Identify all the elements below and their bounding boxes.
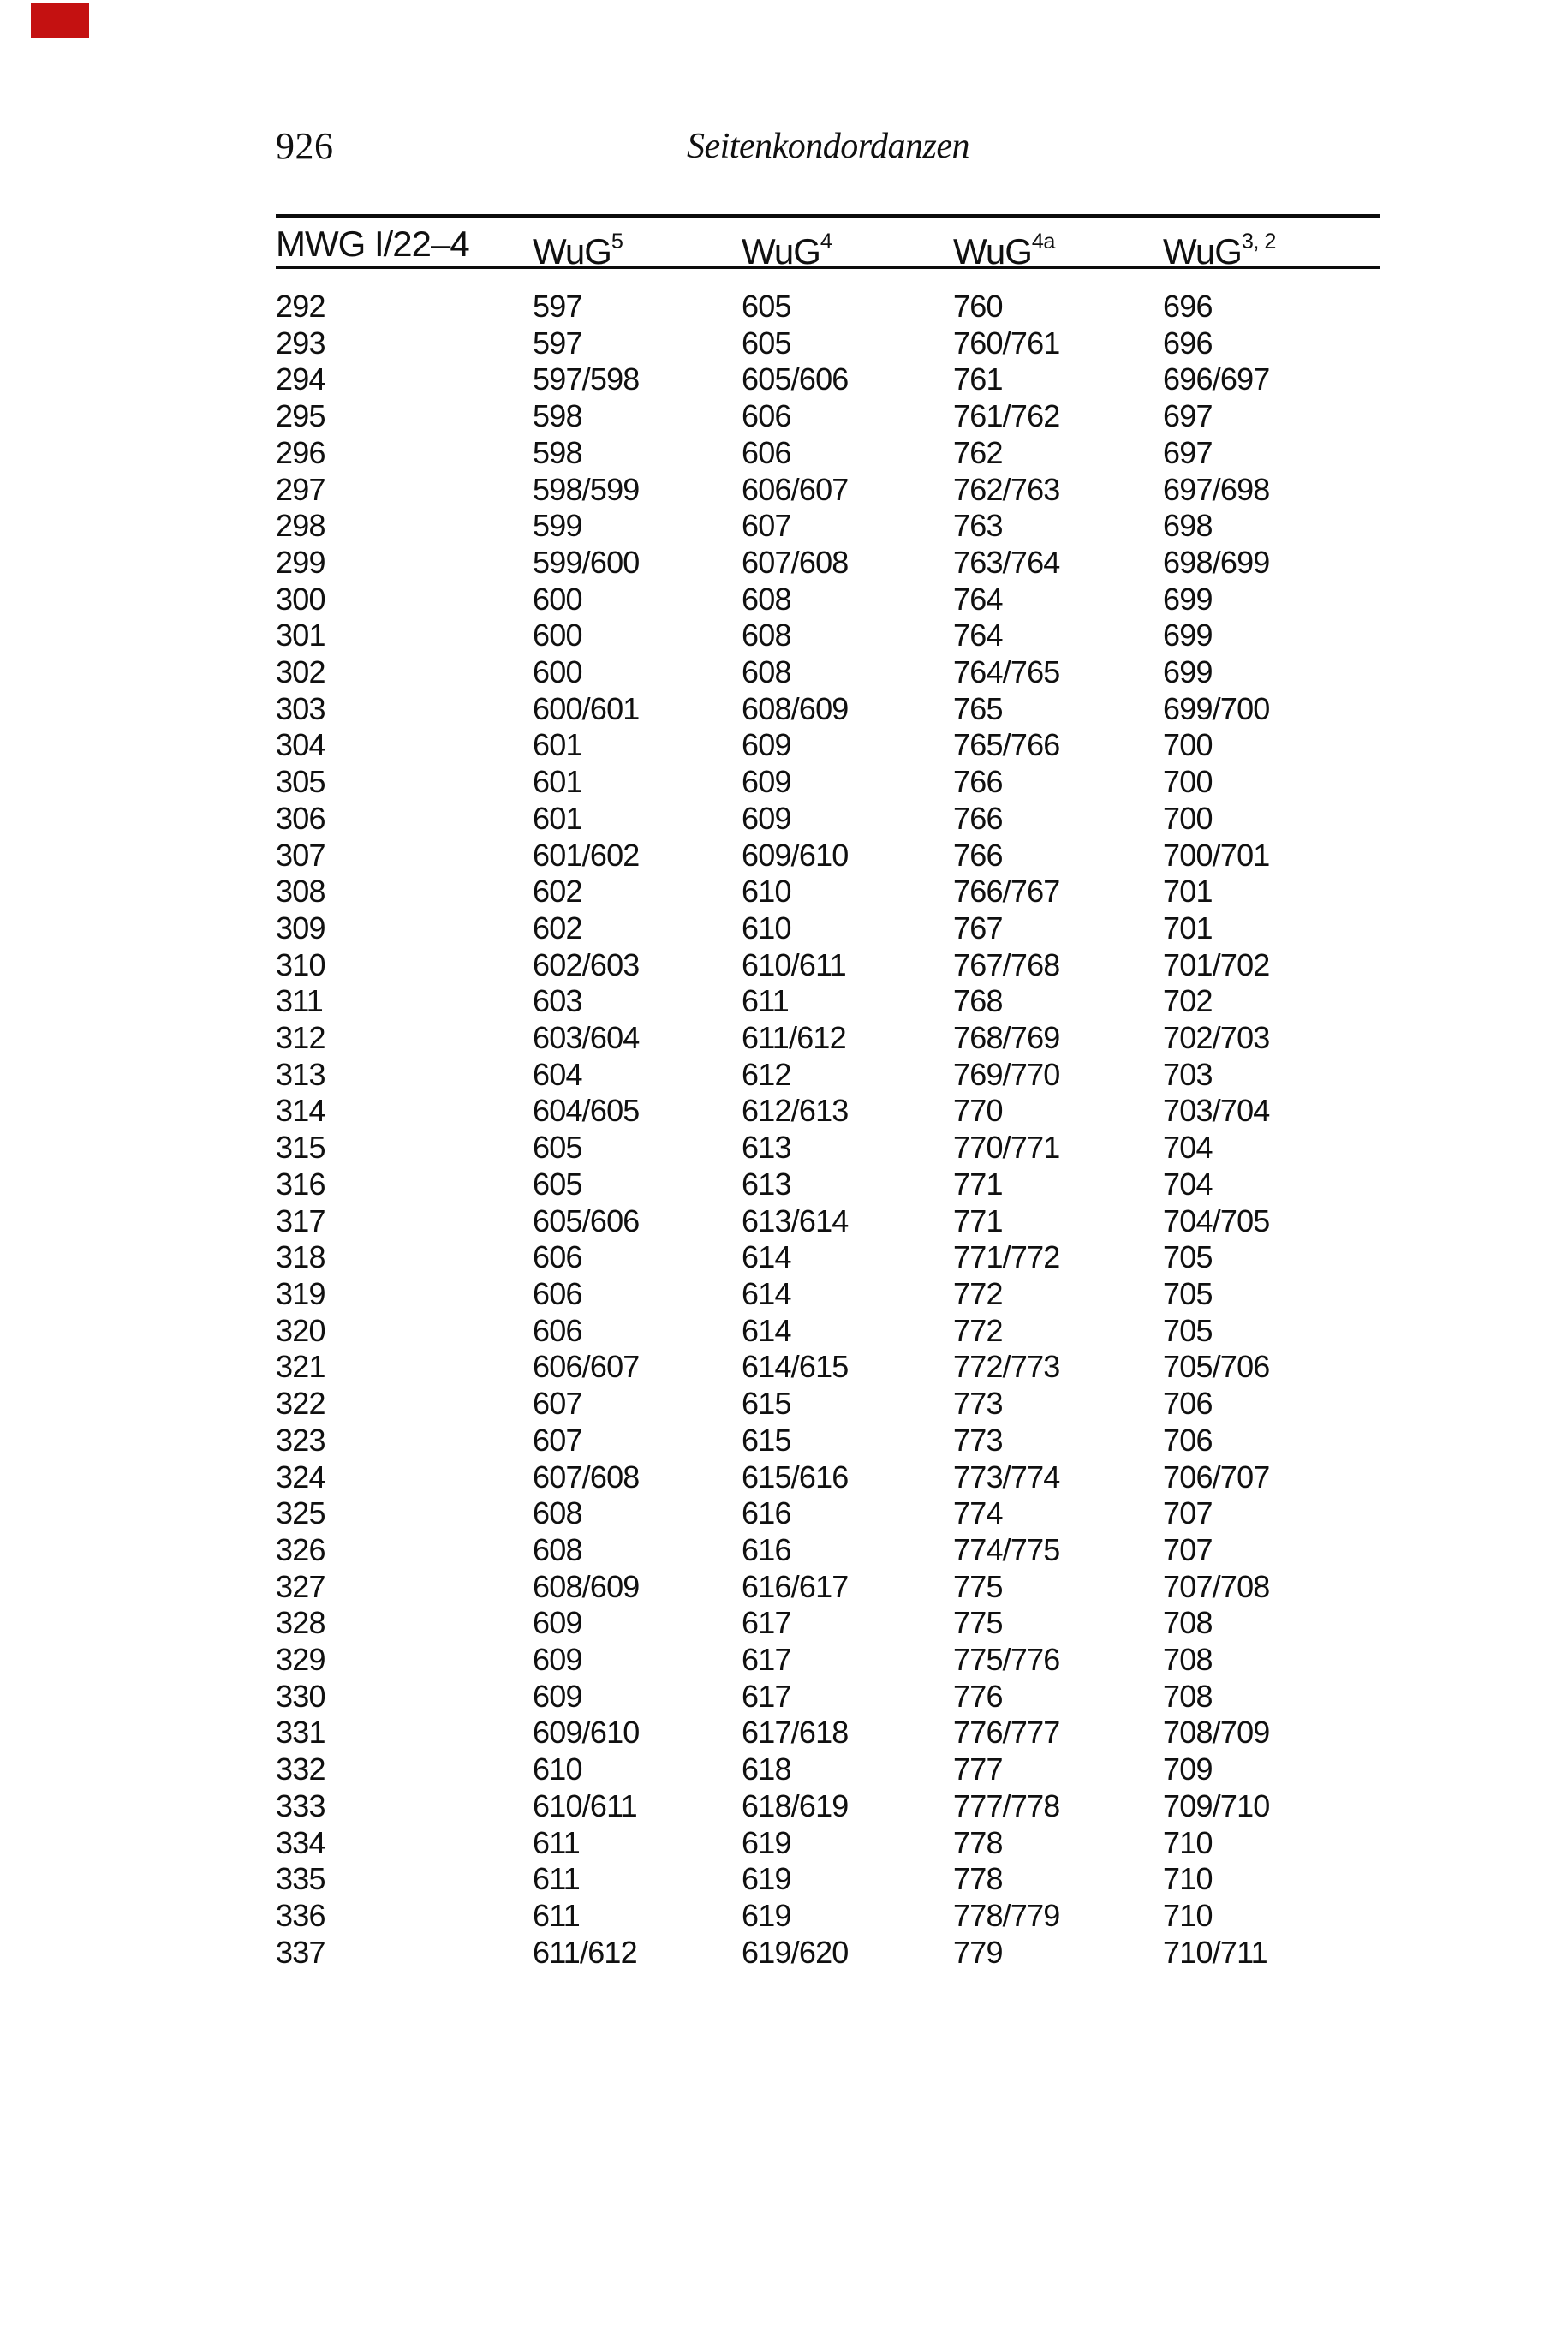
- table-cell: 703/704: [1163, 1093, 1270, 1129]
- table-cell: 597: [533, 325, 582, 361]
- table-cell: 324: [276, 1459, 325, 1495]
- table-cell: 614: [742, 1275, 791, 1311]
- table-cell: 292: [276, 289, 325, 324]
- table-cell: 700: [1163, 800, 1213, 836]
- table-cell: 607/608: [742, 544, 849, 580]
- table-cell: 608: [533, 1531, 582, 1567]
- table-cell: 777: [953, 1751, 1003, 1787]
- table-cell: 605: [533, 1130, 582, 1166]
- table-cell: 773: [953, 1386, 1003, 1422]
- table-cell: 776/777: [953, 1715, 1060, 1751]
- table-cell: 619/620: [742, 1934, 849, 1970]
- table-cell: 708/709: [1163, 1715, 1270, 1751]
- column-header-text: WuG: [742, 231, 820, 271]
- table-header-row: [276, 224, 1380, 271]
- table-row: [276, 1020, 1380, 1057]
- table-row: [276, 764, 1380, 801]
- table-cell: 762: [953, 434, 1003, 470]
- table-cell: 618/619: [742, 1787, 849, 1823]
- table-cell: 296: [276, 434, 325, 470]
- table-row: [276, 1166, 1380, 1203]
- table-cell: 331: [276, 1715, 325, 1751]
- table-cell: 710: [1163, 1861, 1213, 1897]
- table-cell: 294: [276, 361, 325, 397]
- table-cell: 608/609: [533, 1568, 640, 1604]
- table-cell: 612/613: [742, 1093, 849, 1129]
- table-cell: 611: [742, 983, 789, 1019]
- table-row: [276, 727, 1380, 764]
- table-cell: 606: [742, 398, 791, 434]
- table-cell: 760: [953, 289, 1003, 324]
- table-cell: 605: [533, 1166, 582, 1202]
- table-row: [276, 983, 1380, 1020]
- table-cell: 327: [276, 1568, 325, 1604]
- table-cell: 613: [742, 1166, 791, 1202]
- table-cell: 774: [953, 1495, 1003, 1531]
- table-cell: 617/618: [742, 1715, 849, 1751]
- table-row: [276, 1715, 1380, 1751]
- table-cell: 764/765: [953, 654, 1060, 690]
- table-cell: 612: [742, 1056, 791, 1092]
- table-row: [276, 472, 1380, 509]
- table-cell: 619: [742, 1897, 791, 1933]
- table-cell: 769/770: [953, 1056, 1060, 1092]
- table-cell: 609: [742, 800, 791, 836]
- table-cell: 309: [276, 910, 325, 946]
- table-cell: 778/779: [953, 1897, 1060, 1933]
- table-cell: 319: [276, 1275, 325, 1311]
- table-cell: 310: [276, 946, 325, 982]
- table-cell: 708: [1163, 1642, 1213, 1678]
- table-row: [276, 1898, 1380, 1935]
- table-cell: 316: [276, 1166, 325, 1202]
- column-header-superscript: 4a: [1031, 229, 1055, 254]
- table-cell: 770: [953, 1093, 1003, 1129]
- table-cell: 773: [953, 1422, 1003, 1458]
- table-cell: 709: [1163, 1751, 1213, 1787]
- table-cell: 609: [533, 1678, 582, 1714]
- table-cell: 599: [533, 508, 582, 544]
- table-cell: 777/778: [953, 1787, 1060, 1823]
- running-title: Seitenkondordanzen: [686, 127, 970, 166]
- table-row: [276, 1276, 1380, 1313]
- table-cell: 699: [1163, 581, 1213, 617]
- table-cell: 616/617: [742, 1568, 849, 1604]
- table-cell: 609/610: [742, 837, 849, 873]
- table-cell: 326: [276, 1531, 325, 1567]
- table-cell: 318: [276, 1239, 325, 1275]
- table-cell: 708: [1163, 1678, 1213, 1714]
- table-cell: 607/608: [533, 1459, 640, 1495]
- table-cell: 602/603: [533, 946, 640, 982]
- table-row: [276, 1057, 1380, 1094]
- table-cell: 334: [276, 1824, 325, 1860]
- table-cell: 705: [1163, 1275, 1213, 1311]
- table-cell: 600/601: [533, 690, 640, 726]
- table-row: [276, 1532, 1380, 1569]
- table-cell: 298: [276, 508, 325, 544]
- column-header-superscript: 4: [820, 229, 832, 254]
- table-cell: 606: [533, 1312, 582, 1348]
- table-row: [276, 1495, 1380, 1532]
- table-cell: 599/600: [533, 544, 640, 580]
- table-cell: 697: [1163, 434, 1213, 470]
- table-cell: 707: [1163, 1495, 1213, 1531]
- table-cell: 611/612: [533, 1934, 637, 1970]
- table-cell: 770/771: [953, 1130, 1060, 1166]
- table-row: [276, 1239, 1380, 1276]
- table-cell: 335: [276, 1861, 325, 1897]
- table-cell: 600: [533, 581, 582, 617]
- table-cell: 704/705: [1163, 1202, 1270, 1238]
- table-row: [276, 582, 1380, 618]
- column-header-5: [1163, 225, 1380, 271]
- table-cell: 320: [276, 1312, 325, 1348]
- table-cell: 771/772: [953, 1239, 1060, 1275]
- table-cell: 297: [276, 471, 325, 507]
- table-cell: 600: [533, 618, 582, 653]
- table-cell: 304: [276, 727, 325, 763]
- table-cell: 707: [1163, 1531, 1213, 1567]
- table-cell: 610: [742, 910, 791, 946]
- table-cell: 778: [953, 1824, 1003, 1860]
- table-row: [276, 361, 1380, 398]
- table-cell: 619: [742, 1824, 791, 1860]
- table-cell: 605/606: [533, 1202, 640, 1238]
- table-cell: 771: [953, 1202, 1003, 1238]
- table-row: [276, 838, 1380, 874]
- column-header-superscript: 5: [611, 229, 623, 254]
- table-row: [276, 289, 1380, 325]
- table-cell: 619: [742, 1861, 791, 1897]
- table-row: [276, 1093, 1380, 1130]
- table-cell: 314: [276, 1093, 325, 1129]
- table-cell: 615/616: [742, 1459, 849, 1495]
- table-cell: 613/614: [742, 1202, 849, 1238]
- table-cell: 606: [742, 434, 791, 470]
- table-cell: 767: [953, 910, 1003, 946]
- table-cell: 604: [533, 1056, 582, 1092]
- table-row: [276, 1423, 1380, 1459]
- table-cell: 302: [276, 654, 325, 690]
- table-cell: 765: [953, 690, 1003, 726]
- table-cell: 614/615: [742, 1349, 849, 1385]
- table-cell: 696: [1163, 325, 1213, 361]
- table-cell: 699: [1163, 654, 1213, 690]
- table-cell: 705/706: [1163, 1349, 1270, 1385]
- table-cell: 299: [276, 544, 325, 580]
- table-cell: 605: [742, 289, 791, 324]
- table-cell: 613: [742, 1130, 791, 1166]
- column-header-text: WuG: [1163, 231, 1242, 271]
- table-cell: 766/767: [953, 874, 1060, 910]
- table-cell: 773/774: [953, 1459, 1060, 1495]
- table-cell: 598/599: [533, 471, 640, 507]
- table-cell: 772: [953, 1275, 1003, 1311]
- table-row: [276, 545, 1380, 582]
- table-row: [276, 1642, 1380, 1679]
- table-cell: 779: [953, 1934, 1003, 1970]
- table-cell: 605: [742, 325, 791, 361]
- table-cell: 307: [276, 837, 325, 873]
- table-cell: 608: [533, 1495, 582, 1531]
- table-cell: 321: [276, 1349, 325, 1385]
- table-cell: 610/611: [742, 946, 846, 982]
- table-cell: 601: [533, 764, 582, 800]
- table-cell: 606/607: [742, 471, 849, 507]
- table-cell: 768: [953, 983, 1003, 1019]
- table-cell: 701: [1163, 910, 1213, 946]
- table-cell: 606: [533, 1239, 582, 1275]
- table-row: [276, 435, 1380, 472]
- table-cell: 609/610: [533, 1715, 640, 1751]
- table-cell: 322: [276, 1386, 325, 1422]
- table-cell: 778: [953, 1861, 1003, 1897]
- table-row: [276, 1349, 1380, 1386]
- table-row: [276, 1313, 1380, 1350]
- table-cell: 764: [953, 618, 1003, 653]
- table-cell: 701/702: [1163, 946, 1270, 982]
- table-cell: 614: [742, 1239, 791, 1275]
- table-row: [276, 618, 1380, 654]
- table-cell: 615: [742, 1422, 791, 1458]
- table-cell: 609: [533, 1605, 582, 1641]
- page-number: 926: [276, 125, 334, 167]
- column-header-text: MWG I/22–4: [276, 224, 469, 264]
- table-cell: 598: [533, 434, 582, 470]
- table-cell: 775/776: [953, 1642, 1060, 1678]
- table-row: [276, 801, 1380, 838]
- red-marker-overlay: [31, 3, 89, 38]
- table-cell: 699: [1163, 618, 1213, 653]
- table-cell: 611: [533, 1897, 580, 1933]
- table-cell: 603: [533, 983, 582, 1019]
- table-cell: 608: [742, 581, 791, 617]
- table-cell: 775: [953, 1568, 1003, 1604]
- table-cell: 616: [742, 1531, 791, 1567]
- table-row: [276, 1605, 1380, 1642]
- table-row: [276, 1861, 1380, 1898]
- table-row: [276, 1459, 1380, 1496]
- table-cell: 765/766: [953, 727, 1060, 763]
- table-cell: 300: [276, 581, 325, 617]
- table-cell: 766: [953, 800, 1003, 836]
- column-header-2: [533, 225, 742, 271]
- table-cell: 610: [533, 1751, 582, 1787]
- table-row: [276, 508, 1380, 545]
- table-cell: 706/707: [1163, 1459, 1270, 1495]
- table-cell: 710/711: [1163, 1934, 1267, 1970]
- table-row: [276, 874, 1380, 910]
- table-cell: 604/605: [533, 1093, 640, 1129]
- table-cell: 330: [276, 1678, 325, 1714]
- table-cell: 336: [276, 1897, 325, 1933]
- table-cell: 764: [953, 581, 1003, 617]
- table-cell: 609: [533, 1642, 582, 1678]
- column-header-text: WuG: [533, 231, 611, 271]
- table-cell: 317: [276, 1202, 325, 1238]
- table-cell: 617: [742, 1642, 791, 1678]
- table-row: [276, 325, 1380, 362]
- table-cell: 774/775: [953, 1531, 1060, 1567]
- table-cell: 312: [276, 1020, 325, 1056]
- table-cell: 598: [533, 398, 582, 434]
- table-row: [276, 1130, 1380, 1166]
- table-cell: 705: [1163, 1312, 1213, 1348]
- table-cell: 611: [533, 1824, 580, 1860]
- table-cell: 606: [533, 1275, 582, 1311]
- table-cell: 768/769: [953, 1020, 1060, 1056]
- table-cell: 772: [953, 1312, 1003, 1348]
- table-cell: 597: [533, 289, 582, 324]
- table-cell: 710: [1163, 1824, 1213, 1860]
- table-row: [276, 947, 1380, 984]
- table-cell: 696: [1163, 289, 1213, 324]
- table-row: [276, 1386, 1380, 1423]
- table-cell: 771: [953, 1166, 1003, 1202]
- table-cell: 704: [1163, 1130, 1213, 1166]
- table-cell: 705: [1163, 1239, 1213, 1275]
- column-header-3: [742, 225, 953, 271]
- table-cell: 602: [533, 874, 582, 910]
- table-cell: 616: [742, 1495, 791, 1531]
- table-cell: 313: [276, 1056, 325, 1092]
- table-cell: 776: [953, 1678, 1003, 1714]
- table-cell: 761: [953, 361, 1003, 397]
- table-row: [276, 654, 1380, 691]
- table-cell: 698/699: [1163, 544, 1270, 580]
- table-cell: 611/612: [742, 1020, 846, 1056]
- table-cell: 306: [276, 800, 325, 836]
- table-cell: 325: [276, 1495, 325, 1531]
- table-cell: 293: [276, 325, 325, 361]
- table-cell: 333: [276, 1787, 325, 1823]
- table-cell: 295: [276, 398, 325, 434]
- table-cell: 618: [742, 1751, 791, 1787]
- column-header-1: [276, 225, 533, 271]
- table-cell: 601/602: [533, 837, 640, 873]
- table-cell: 700: [1163, 727, 1213, 763]
- table-cell: 608: [742, 618, 791, 653]
- table-cell: 601: [533, 727, 582, 763]
- table-cell: 709/710: [1163, 1787, 1270, 1823]
- table-cell: 608: [742, 654, 791, 690]
- table-row: [276, 1935, 1380, 1972]
- table-cell: 607: [533, 1422, 582, 1458]
- table-cell: 607: [533, 1386, 582, 1422]
- table-cell: 605/606: [742, 361, 849, 397]
- table-cell: 760/761: [953, 325, 1060, 361]
- table-cell: 701: [1163, 874, 1213, 910]
- table-cell: 614: [742, 1312, 791, 1348]
- table-cell: 700: [1163, 764, 1213, 800]
- table-cell: 615: [742, 1386, 791, 1422]
- table-cell: 303: [276, 690, 325, 726]
- table-cell: 606/607: [533, 1349, 640, 1385]
- table-cell: 699/700: [1163, 690, 1270, 726]
- table-cell: 707/708: [1163, 1568, 1270, 1604]
- table-cell: 698: [1163, 508, 1213, 544]
- table-cell: 603/604: [533, 1020, 640, 1056]
- table-row: [276, 1825, 1380, 1862]
- table-row: [276, 1203, 1380, 1240]
- table-cell: 761/762: [953, 398, 1060, 434]
- table-cell: 329: [276, 1642, 325, 1678]
- table-cell: 301: [276, 618, 325, 653]
- table-row: [276, 398, 1380, 435]
- table-row: [276, 1679, 1380, 1715]
- table-cell: 315: [276, 1130, 325, 1166]
- table-cell: 323: [276, 1422, 325, 1458]
- table-cell: 617: [742, 1605, 791, 1641]
- table-cell: 610: [742, 874, 791, 910]
- table-cell: 697/698: [1163, 471, 1270, 507]
- table-cell: 607: [742, 508, 791, 544]
- table-row: [276, 691, 1380, 728]
- table-top-rule: [276, 214, 1380, 218]
- table-row: [276, 910, 1380, 947]
- table-cell: 608/609: [742, 690, 849, 726]
- table-cell: 704: [1163, 1166, 1213, 1202]
- table-cell: 601: [533, 800, 582, 836]
- table-cell: 337: [276, 1934, 325, 1970]
- concordance-table: [276, 214, 1380, 1971]
- table-cell: 700/701: [1163, 837, 1270, 873]
- table-cell: 609: [742, 727, 791, 763]
- table-cell: 767/768: [953, 946, 1060, 982]
- table-cell: 763: [953, 508, 1003, 544]
- table-cell: 609: [742, 764, 791, 800]
- table-cell: 697: [1163, 398, 1213, 434]
- table-cell: 706: [1163, 1386, 1213, 1422]
- table-cell: 600: [533, 654, 582, 690]
- table-cell: 617: [742, 1678, 791, 1714]
- table-cell: 308: [276, 874, 325, 910]
- table-row: [276, 1751, 1380, 1788]
- table-cell: 611: [533, 1861, 580, 1897]
- table-cell: 766: [953, 764, 1003, 800]
- table-row: [276, 1569, 1380, 1606]
- table-cell: 332: [276, 1751, 325, 1787]
- table-cell: 775: [953, 1605, 1003, 1641]
- table-cell: 702/703: [1163, 1020, 1270, 1056]
- table-cell: 597/598: [533, 361, 640, 397]
- table-cell: 708: [1163, 1605, 1213, 1641]
- table-cell: 772/773: [953, 1349, 1060, 1385]
- table-cell: 703: [1163, 1056, 1213, 1092]
- table-cell: 766: [953, 837, 1003, 873]
- table-cell: 305: [276, 764, 325, 800]
- table-cell: 706: [1163, 1422, 1213, 1458]
- table-cell: 763/764: [953, 544, 1060, 580]
- column-header-text: WuG: [953, 231, 1032, 271]
- table-cell: 311: [276, 983, 323, 1019]
- table-cell: 610/611: [533, 1787, 637, 1823]
- table-cell: 602: [533, 910, 582, 946]
- table-cell: 696/697: [1163, 361, 1270, 397]
- table-row: [276, 1788, 1380, 1825]
- column-header-4: [953, 225, 1163, 271]
- table-cell: 710: [1163, 1897, 1213, 1933]
- table-cell: 762/763: [953, 471, 1060, 507]
- table-cell: 328: [276, 1605, 325, 1641]
- column-header-superscript: 3, 2: [1241, 229, 1276, 254]
- table-body: [276, 289, 1380, 1971]
- table-cell: 702: [1163, 983, 1213, 1019]
